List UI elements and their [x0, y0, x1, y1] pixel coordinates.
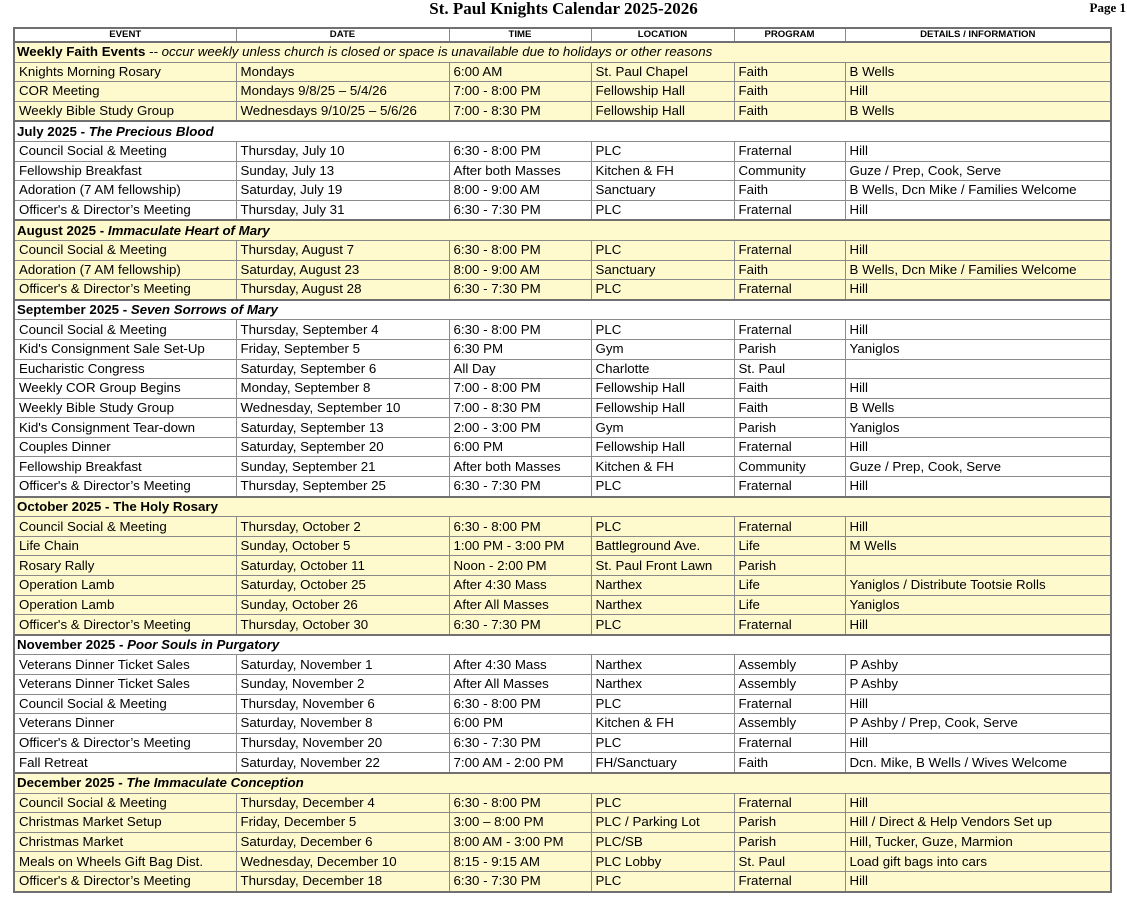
- cell-program: Fraternal: [734, 141, 845, 161]
- page-number: Page 1: [1089, 0, 1126, 15]
- cell-location: PLC/SB: [591, 832, 734, 852]
- cell-details: Hill: [845, 240, 1111, 260]
- table-row: [14, 200, 1111, 220]
- cell-location: Sanctuary: [591, 260, 734, 280]
- cell-program: Faith: [734, 62, 845, 82]
- cell-date: Mondays: [236, 62, 449, 82]
- cell-time: 8:15 - 9:15 AM: [449, 852, 591, 872]
- cell-program: Assembly: [734, 655, 845, 675]
- cell-event: Council Social & Meeting: [14, 141, 236, 161]
- cell-program: Life: [734, 576, 845, 596]
- cell-program: Life: [734, 536, 845, 556]
- cell-date: Friday, September 5: [236, 339, 449, 359]
- cell-program: St. Paul: [734, 359, 845, 379]
- cell-event: Fall Retreat: [14, 753, 236, 773]
- cell-date: Saturday, August 23: [236, 260, 449, 280]
- cell-time: 7:00 - 8:30 PM: [449, 101, 591, 121]
- cell-event: Officer's & Director’s Meeting: [14, 477, 236, 497]
- cell-details: Dcn. Mike, B Wells / Wives Welcome: [845, 753, 1111, 773]
- cell-date: Saturday, November 22: [236, 753, 449, 773]
- cell-event: Veterans Dinner: [14, 714, 236, 734]
- table-row: [14, 457, 1111, 477]
- table-row: [14, 398, 1111, 418]
- cell-details: B Wells: [845, 398, 1111, 418]
- cell-date: Thursday, November 6: [236, 694, 449, 714]
- cell-date: Saturday, October 25: [236, 576, 449, 596]
- cell-details: [845, 359, 1111, 379]
- section-name: August 2025 -: [17, 222, 108, 238]
- cell-location: PLC: [591, 517, 734, 537]
- cell-details: Hill: [845, 82, 1111, 102]
- cell-date: Saturday, October 11: [236, 556, 449, 576]
- cell-program: Faith: [734, 101, 845, 121]
- cell-program: Fraternal: [734, 793, 845, 813]
- cell-date: Saturday, September 13: [236, 418, 449, 438]
- section-title: [14, 220, 1111, 240]
- cell-details: Hill: [845, 280, 1111, 300]
- cell-program: Assembly: [734, 714, 845, 734]
- section-name: October 2025 - The Holy Rosary: [17, 498, 218, 514]
- table-row: [14, 852, 1111, 872]
- table-row: [14, 82, 1111, 102]
- cell-event: Christmas Market Setup: [14, 813, 236, 833]
- calendar-title: St. Paul Knights Calendar 2025-2026: [429, 0, 698, 18]
- cell-location: Gym: [591, 339, 734, 359]
- cell-time: After 4:30 Mass: [449, 576, 591, 596]
- cell-details: Hill: [845, 517, 1111, 537]
- cell-location: PLC Lobby: [591, 852, 734, 872]
- table-row: [14, 871, 1111, 891]
- cell-event: Meals on Wheels Gift Bag Dist.: [14, 852, 236, 872]
- cell-details: Hill / Direct & Help Vendors Set up: [845, 813, 1111, 833]
- table-row: [14, 437, 1111, 457]
- cell-time: 1:00 PM - 3:00 PM: [449, 536, 591, 556]
- cell-details: M Wells: [845, 536, 1111, 556]
- cell-program: Faith: [734, 181, 845, 201]
- cell-event: Operation Lamb: [14, 576, 236, 596]
- cell-details: B Wells: [845, 62, 1111, 82]
- cell-program: Faith: [734, 398, 845, 418]
- cell-location: St. Paul Front Lawn: [591, 556, 734, 576]
- section-subtitle: Immaculate Heart of Mary: [107, 222, 270, 238]
- cell-date: Thursday, September 25: [236, 477, 449, 497]
- cell-details: Hill, Tucker, Guze, Marmion: [845, 832, 1111, 852]
- cell-event: Fellowship Breakfast: [14, 161, 236, 181]
- cell-event: Veterans Dinner Ticket Sales: [14, 675, 236, 695]
- cell-details: Hill: [845, 379, 1111, 399]
- column-header-location: LOCATION: [591, 28, 734, 42]
- cell-program: Faith: [734, 753, 845, 773]
- table-row: [14, 260, 1111, 280]
- cell-details: Hill: [845, 694, 1111, 714]
- cell-details: Load gift bags into cars: [845, 852, 1111, 872]
- cell-location: PLC: [591, 615, 734, 635]
- cell-program: Community: [734, 457, 845, 477]
- cell-details: P Ashby: [845, 675, 1111, 695]
- cell-date: Sunday, November 2: [236, 675, 449, 695]
- table-row: [14, 714, 1111, 734]
- cell-time: 6:30 - 7:30 PM: [449, 200, 591, 220]
- column-header-time: TIME: [449, 28, 591, 42]
- section-name: November 2025 -: [17, 637, 128, 653]
- cell-time: 6:00 AM: [449, 62, 591, 82]
- cell-location: Narthex: [591, 655, 734, 675]
- cell-date: Thursday, December 18: [236, 871, 449, 891]
- cell-date: Sunday, October 5: [236, 536, 449, 556]
- cell-time: 6:30 - 8:00 PM: [449, 517, 591, 537]
- section-name: Weekly Faith Events: [17, 44, 146, 60]
- cell-program: St. Paul: [734, 852, 845, 872]
- table-row: [14, 477, 1111, 497]
- cell-location: PLC: [591, 694, 734, 714]
- cell-time: After All Masses: [449, 675, 591, 695]
- table-row: [14, 320, 1111, 340]
- cell-location: Charlotte: [591, 359, 734, 379]
- cell-time: 6:30 PM: [449, 339, 591, 359]
- section-subtitle: Poor Souls in Purgatory: [127, 637, 280, 653]
- cell-location: Fellowship Hall: [591, 82, 734, 102]
- cell-program: Fraternal: [734, 517, 845, 537]
- cell-event: Kid's Consignment Sale Set-Up: [14, 339, 236, 359]
- cell-time: 3:00 – 8:00 PM: [449, 813, 591, 833]
- cell-event: Rosary Rally: [14, 556, 236, 576]
- cell-date: Thursday, October 30: [236, 615, 449, 635]
- cell-details: P Ashby / Prep, Cook, Serve: [845, 714, 1111, 734]
- table-row: [14, 556, 1111, 576]
- table-row: [14, 832, 1111, 852]
- section-title: [14, 121, 1111, 141]
- cell-program: Fraternal: [734, 871, 845, 891]
- cell-details: P Ashby: [845, 655, 1111, 675]
- cell-location: Narthex: [591, 576, 734, 596]
- cell-event: Kid's Consignment Tear-down: [14, 418, 236, 438]
- cell-time: 7:00 - 8:30 PM: [449, 398, 591, 418]
- cell-program: Parish: [734, 339, 845, 359]
- table-row: [14, 793, 1111, 813]
- cell-location: Battleground Ave.: [591, 536, 734, 556]
- cell-location: Sanctuary: [591, 181, 734, 201]
- cell-program: Fraternal: [734, 615, 845, 635]
- cell-program: Fraternal: [734, 477, 845, 497]
- cell-location: PLC: [591, 733, 734, 753]
- cell-program: Fraternal: [734, 240, 845, 260]
- table-row: [14, 101, 1111, 121]
- section-header: [14, 220, 1111, 240]
- cell-location: PLC / Parking Lot: [591, 813, 734, 833]
- column-header-event: EVENT: [14, 28, 236, 42]
- section-title: [14, 300, 1111, 320]
- cell-event: Officer's & Director’s Meeting: [14, 280, 236, 300]
- table-row: [14, 615, 1111, 635]
- column-header-date: DATE: [236, 28, 449, 42]
- cell-date: Thursday, December 4: [236, 793, 449, 813]
- cell-location: PLC: [591, 240, 734, 260]
- cell-time: 8:00 - 9:00 AM: [449, 260, 591, 280]
- cell-event: Fellowship Breakfast: [14, 457, 236, 477]
- cell-location: PLC: [591, 141, 734, 161]
- cell-program: Community: [734, 161, 845, 181]
- table-row: [14, 379, 1111, 399]
- section-subtitle: The Immaculate Conception: [126, 775, 304, 791]
- calendar-table: [13, 27, 1112, 893]
- section-header: [14, 300, 1111, 320]
- cell-event: Couples Dinner: [14, 437, 236, 457]
- cell-date: Monday, September 8: [236, 379, 449, 399]
- cell-time: 6:30 - 7:30 PM: [449, 871, 591, 891]
- cell-event: Knights Morning Rosary: [14, 62, 236, 82]
- cell-program: Fraternal: [734, 437, 845, 457]
- cell-event: COR Meeting: [14, 82, 236, 102]
- section-note: -- occur weekly unless church is closed or space is unavailable due to holidays or other reasons: [149, 44, 713, 60]
- cell-location: PLC: [591, 871, 734, 891]
- cell-details: Hill: [845, 793, 1111, 813]
- cell-location: Fellowship Hall: [591, 379, 734, 399]
- cell-details: Yaniglos: [845, 339, 1111, 359]
- cell-event: Officer's & Director’s Meeting: [14, 615, 236, 635]
- section-name: December 2025 -: [17, 775, 127, 791]
- cell-date: Wednesday, September 10: [236, 398, 449, 418]
- cell-event: Officer's & Director’s Meeting: [14, 733, 236, 753]
- cell-date: Saturday, November 8: [236, 714, 449, 734]
- cell-event: Council Social & Meeting: [14, 793, 236, 813]
- cell-date: Friday, December 5: [236, 813, 449, 833]
- cell-program: Faith: [734, 379, 845, 399]
- cell-details: [845, 556, 1111, 576]
- cell-location: St. Paul Chapel: [591, 62, 734, 82]
- cell-date: Thursday, September 4: [236, 320, 449, 340]
- header-row: [14, 28, 1111, 42]
- section-header: [14, 773, 1111, 793]
- cell-program: Parish: [734, 832, 845, 852]
- cell-time: 6:30 - 8:00 PM: [449, 141, 591, 161]
- table-row: [14, 753, 1111, 773]
- cell-time: 6:00 PM: [449, 714, 591, 734]
- section-title: [14, 635, 1111, 655]
- table-row: [14, 517, 1111, 537]
- cell-time: 8:00 AM - 3:00 PM: [449, 832, 591, 852]
- cell-location: PLC: [591, 793, 734, 813]
- cell-date: Thursday, August 28: [236, 280, 449, 300]
- cell-program: Assembly: [734, 675, 845, 695]
- cell-event: Officer's & Director’s Meeting: [14, 200, 236, 220]
- section-title: [14, 42, 1111, 62]
- table-row: [14, 280, 1111, 300]
- cell-program: Fraternal: [734, 694, 845, 714]
- cell-program: Fraternal: [734, 320, 845, 340]
- cell-program: Fraternal: [734, 733, 845, 753]
- table-row: [14, 240, 1111, 260]
- calendar-body: [14, 42, 1111, 892]
- cell-program: Fraternal: [734, 200, 845, 220]
- cell-time: 6:30 - 8:00 PM: [449, 240, 591, 260]
- table-row: [14, 595, 1111, 615]
- table-row: [14, 181, 1111, 201]
- cell-date: Thursday, October 2: [236, 517, 449, 537]
- cell-location: Kitchen & FH: [591, 161, 734, 181]
- section-title: [14, 497, 1111, 517]
- cell-event: Life Chain: [14, 536, 236, 556]
- cell-location: PLC: [591, 280, 734, 300]
- cell-date: Thursday, November 20: [236, 733, 449, 753]
- table-row: [14, 655, 1111, 675]
- cell-date: Wednesdays 9/10/25 – 5/6/26: [236, 101, 449, 121]
- cell-details: Hill: [845, 200, 1111, 220]
- cell-date: Sunday, July 13: [236, 161, 449, 181]
- cell-date: Sunday, October 26: [236, 595, 449, 615]
- cell-details: Yaniglos: [845, 418, 1111, 438]
- cell-event: Adoration (7 AM fellowship): [14, 260, 236, 280]
- cell-time: After both Masses: [449, 161, 591, 181]
- cell-event: Christmas Market: [14, 832, 236, 852]
- section-name: July 2025 -: [17, 123, 89, 139]
- section-header: [14, 42, 1111, 62]
- section-header: [14, 497, 1111, 517]
- section-subtitle: The Precious Blood: [88, 123, 214, 139]
- cell-time: 7:00 - 8:00 PM: [449, 82, 591, 102]
- cell-location: FH/Sanctuary: [591, 753, 734, 773]
- cell-details: Guze / Prep, Cook, Serve: [845, 457, 1111, 477]
- cell-details: Hill: [845, 733, 1111, 753]
- cell-details: B Wells: [845, 101, 1111, 121]
- cell-date: Sunday, September 21: [236, 457, 449, 477]
- table-row: [14, 141, 1111, 161]
- cell-time: 6:30 - 7:30 PM: [449, 477, 591, 497]
- cell-event: Weekly Bible Study Group: [14, 101, 236, 121]
- cell-time: 6:30 - 7:30 PM: [449, 615, 591, 635]
- cell-details: B Wells, Dcn Mike / Families Welcome: [845, 181, 1111, 201]
- table-row: [14, 62, 1111, 82]
- cell-details: Hill: [845, 320, 1111, 340]
- cell-event: Veterans Dinner Ticket Sales: [14, 655, 236, 675]
- table-row: [14, 536, 1111, 556]
- cell-event: Council Social & Meeting: [14, 240, 236, 260]
- cell-event: Council Social & Meeting: [14, 320, 236, 340]
- cell-program: Parish: [734, 813, 845, 833]
- cell-location: Kitchen & FH: [591, 457, 734, 477]
- cell-time: 7:00 AM - 2:00 PM: [449, 753, 591, 773]
- cell-program: Parish: [734, 418, 845, 438]
- table-row: [14, 675, 1111, 695]
- cell-event: Weekly COR Group Begins: [14, 379, 236, 399]
- cell-location: Gym: [591, 418, 734, 438]
- cell-time: After All Masses: [449, 595, 591, 615]
- column-header-details: DETAILS / INFORMATION: [845, 28, 1111, 42]
- cell-date: Saturday, November 1: [236, 655, 449, 675]
- cell-time: 7:00 - 8:00 PM: [449, 379, 591, 399]
- cell-time: 6:30 - 8:00 PM: [449, 694, 591, 714]
- cell-date: Mondays 9/8/25 – 5/4/26: [236, 82, 449, 102]
- cell-date: Thursday, July 31: [236, 200, 449, 220]
- cell-event: Council Social & Meeting: [14, 517, 236, 537]
- cell-time: Noon - 2:00 PM: [449, 556, 591, 576]
- table-row: [14, 813, 1111, 833]
- section-name: September 2025 -: [17, 302, 131, 318]
- table-row: [14, 359, 1111, 379]
- cell-time: After both Masses: [449, 457, 591, 477]
- cell-time: 2:00 - 3:00 PM: [449, 418, 591, 438]
- calendar-header: [14, 28, 1111, 42]
- cell-time: 6:30 - 8:00 PM: [449, 793, 591, 813]
- cell-time: 6:30 - 8:00 PM: [449, 320, 591, 340]
- cell-location: Narthex: [591, 675, 734, 695]
- section-header: [14, 635, 1111, 655]
- section-header: [14, 121, 1111, 141]
- cell-details: Yaniglos: [845, 595, 1111, 615]
- cell-location: PLC: [591, 200, 734, 220]
- cell-details: Hill: [845, 141, 1111, 161]
- cell-time: 6:30 - 7:30 PM: [449, 733, 591, 753]
- cell-date: Wednesday, December 10: [236, 852, 449, 872]
- cell-location: Narthex: [591, 595, 734, 615]
- cell-event: Adoration (7 AM fellowship): [14, 181, 236, 201]
- cell-location: Fellowship Hall: [591, 437, 734, 457]
- cell-time: 6:00 PM: [449, 437, 591, 457]
- table-row: [14, 694, 1111, 714]
- cell-date: Saturday, July 19: [236, 181, 449, 201]
- table-row: [14, 339, 1111, 359]
- cell-event: Operation Lamb: [14, 595, 236, 615]
- section-subtitle: Seven Sorrows of Mary: [130, 302, 278, 318]
- cell-date: Saturday, September 6: [236, 359, 449, 379]
- cell-program: Faith: [734, 82, 845, 102]
- cell-date: Thursday, August 7: [236, 240, 449, 260]
- cell-details: Hill: [845, 871, 1111, 891]
- cell-date: Saturday, September 20: [236, 437, 449, 457]
- cell-event: Weekly Bible Study Group: [14, 398, 236, 418]
- cell-location: PLC: [591, 320, 734, 340]
- table-row: [14, 418, 1111, 438]
- cell-location: PLC: [591, 477, 734, 497]
- cell-program: Faith: [734, 260, 845, 280]
- cell-details: B Wells, Dcn Mike / Families Welcome: [845, 260, 1111, 280]
- cell-program: Life: [734, 595, 845, 615]
- cell-program: Fraternal: [734, 280, 845, 300]
- cell-time: 6:30 - 7:30 PM: [449, 280, 591, 300]
- section-title: [14, 773, 1111, 793]
- cell-event: Officer's & Director’s Meeting: [14, 871, 236, 891]
- cell-event: Eucharistic Congress: [14, 359, 236, 379]
- cell-details: Yaniglos / Distribute Tootsie Rolls: [845, 576, 1111, 596]
- cell-program: Parish: [734, 556, 845, 576]
- cell-date: Saturday, December 6: [236, 832, 449, 852]
- cell-time: All Day: [449, 359, 591, 379]
- cell-location: Kitchen & FH: [591, 714, 734, 734]
- cell-time: After 4:30 Mass: [449, 655, 591, 675]
- table-row: [14, 576, 1111, 596]
- table-row: [14, 161, 1111, 181]
- cell-time: 8:00 - 9:00 AM: [449, 181, 591, 201]
- cell-details: Guze / Prep, Cook, Serve: [845, 161, 1111, 181]
- cell-details: Hill: [845, 437, 1111, 457]
- table-row: [14, 733, 1111, 753]
- cell-date: Thursday, July 10: [236, 141, 449, 161]
- cell-event: Council Social & Meeting: [14, 694, 236, 714]
- cell-details: Hill: [845, 615, 1111, 635]
- cell-location: Fellowship Hall: [591, 101, 734, 121]
- cell-location: Fellowship Hall: [591, 398, 734, 418]
- cell-details: Hill: [845, 477, 1111, 497]
- column-header-program: PROGRAM: [734, 28, 845, 42]
